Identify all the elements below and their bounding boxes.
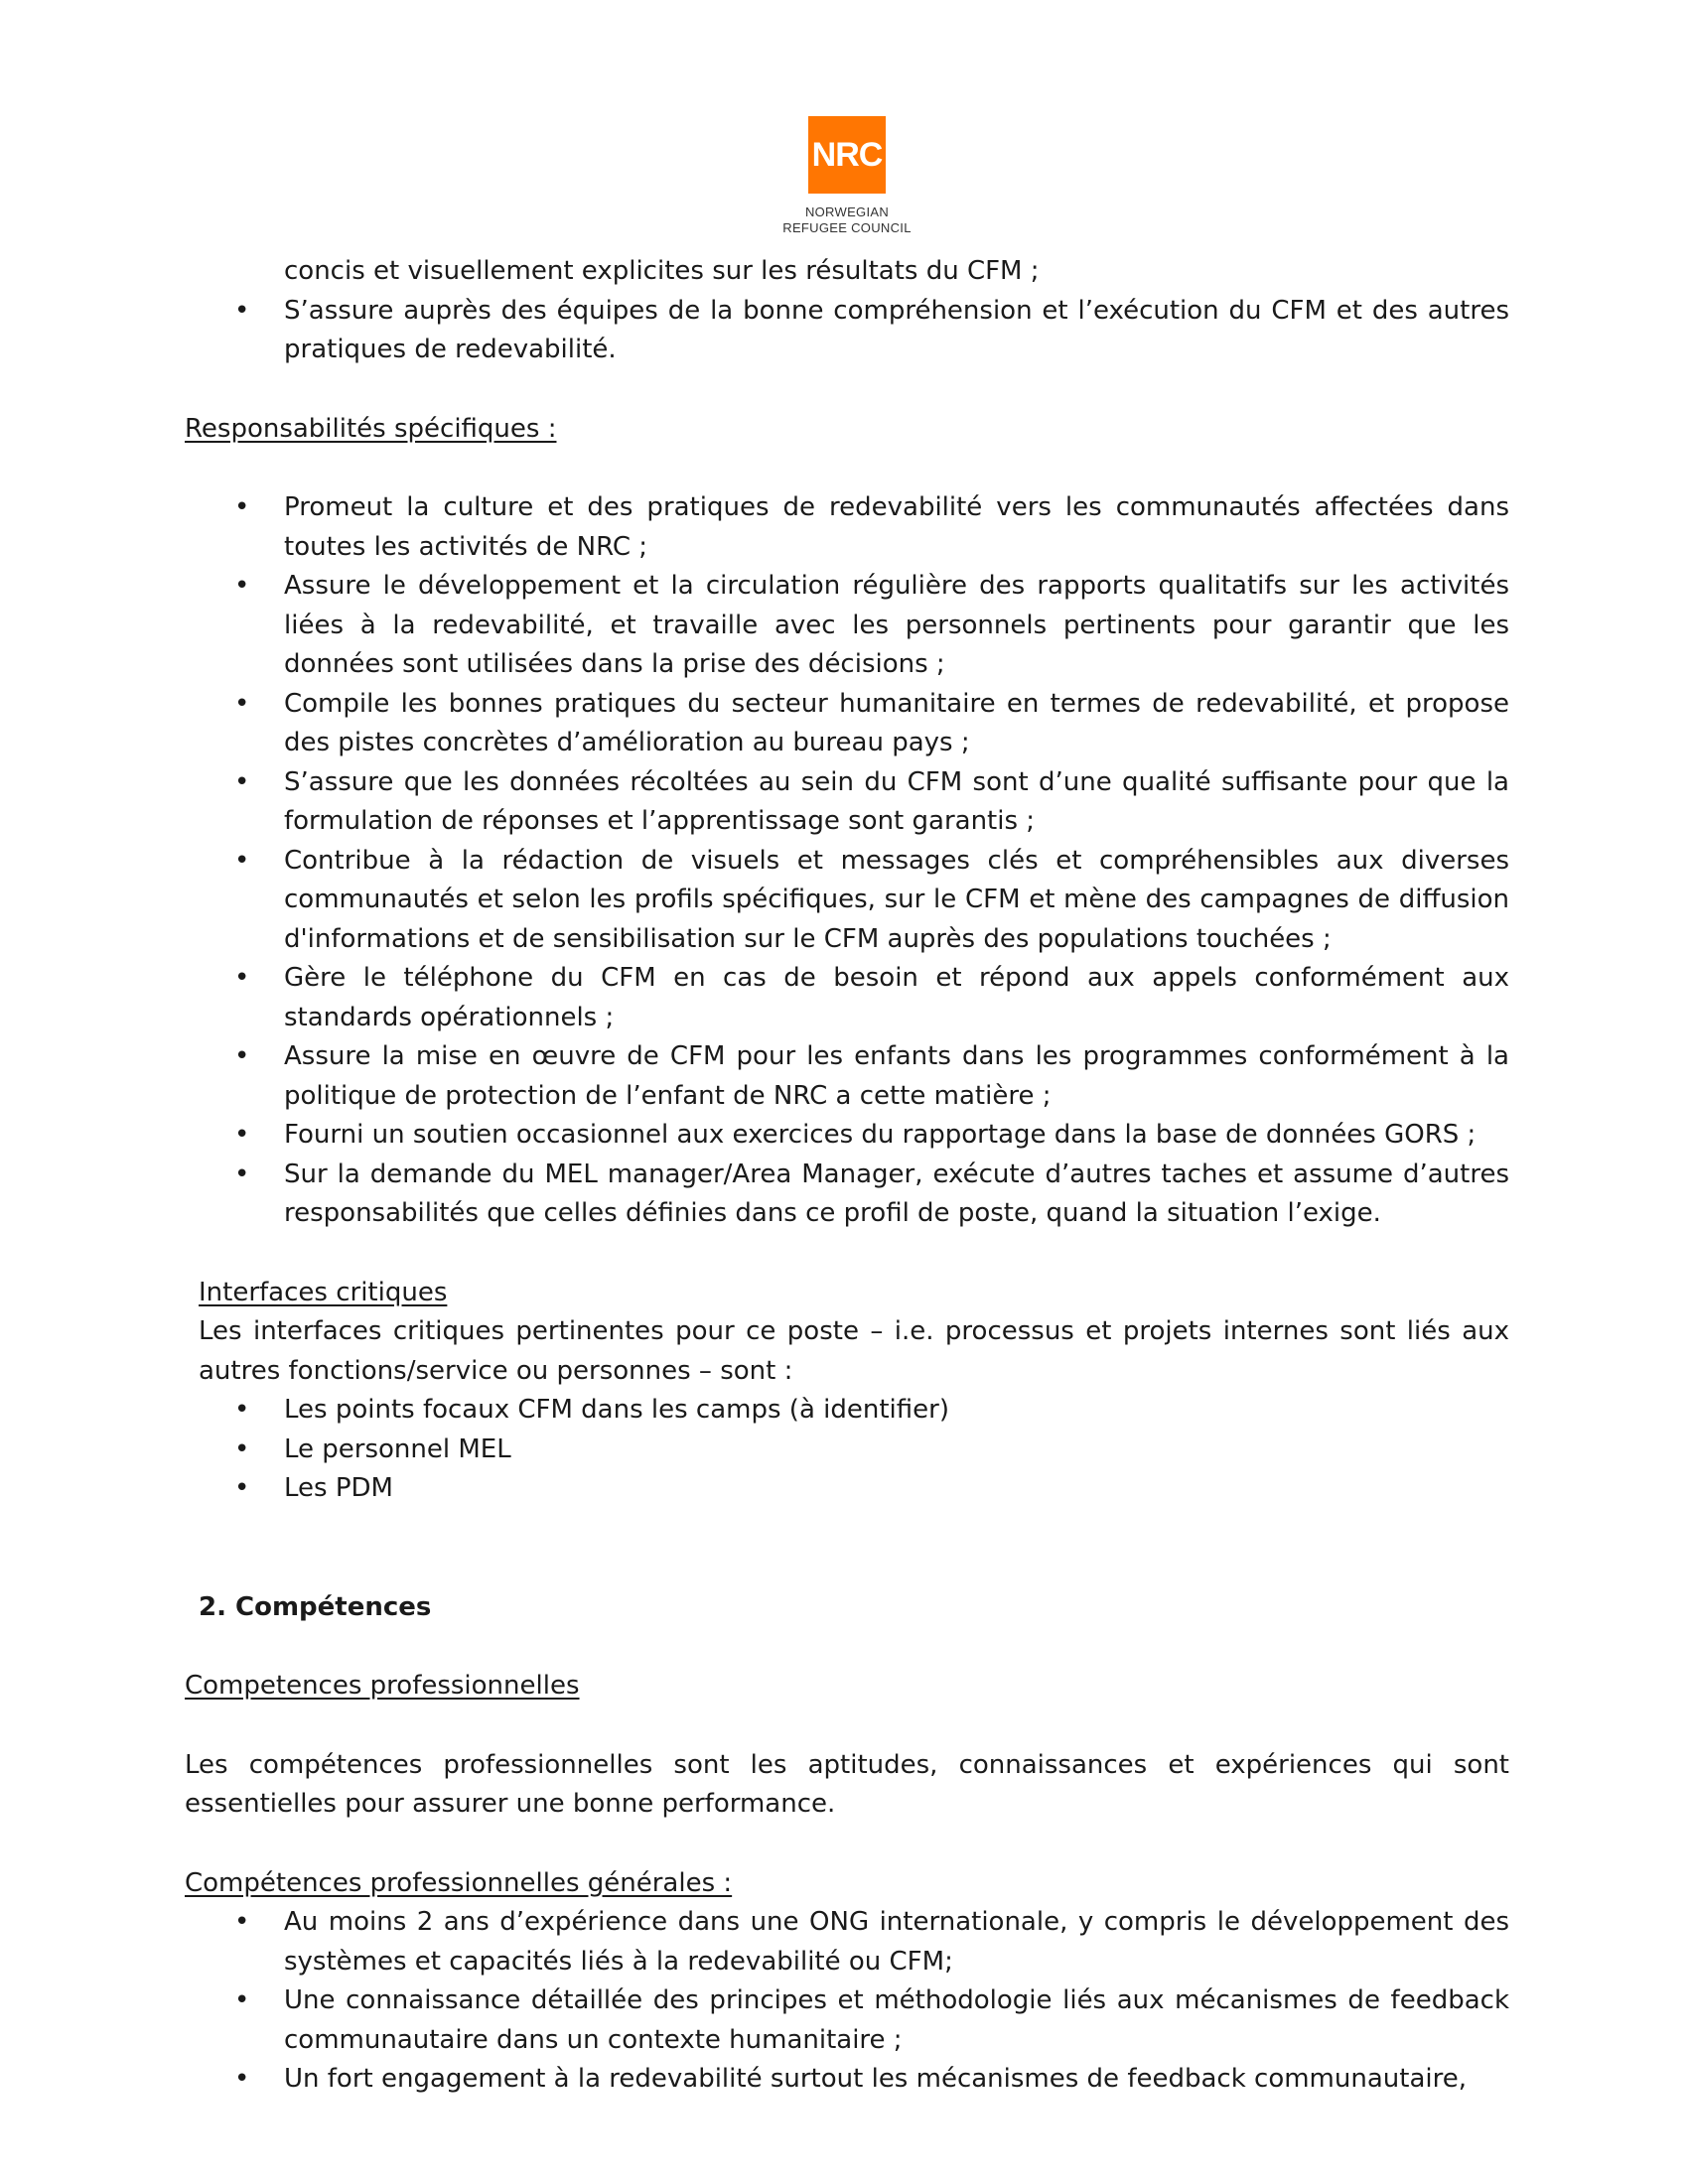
document-body [185, 252, 1509, 2100]
competences-professionnelles-heading: Competences professionnelles [185, 1671, 580, 1701]
interfaces-section [185, 1274, 1509, 1392]
list-item: • S’assure auprès des équipes de la bonne compréhension et l’exécution du CFM et des autres pratiques de redevabilité. [185, 292, 1509, 370]
nrc-logo [808, 116, 886, 194]
interfaces-heading: Interfaces critiques [199, 1277, 448, 1307]
list-item: • Les points focaux CFM dans les camps (à identifier) [185, 1391, 1509, 1431]
competences-generales-list [185, 1903, 1509, 2100]
list-item: • Contribue à la rédaction de visuels et messages clés et compréhensibles aux diverses communautés et selon les profils spécifiques, sur le CFM et mène des campagnes de diffusion d'informations et de sensibilisation sur le CFM auprès des populations touchées ; [185, 842, 1509, 960]
list-item: • Les PDM [185, 1469, 1509, 1509]
list-item: • Une connaissance détaillée des principes et méthodologie liés aux mécanismes de feedback communautaire dans un contexte humanitaire ; [185, 1981, 1509, 2060]
list-item: • Un fort engagement à la redevabilité surtout les mécanismes de feedback communautaire, [185, 2060, 1509, 2100]
list-item: • Fourni un soutien occasionnel aux exercices du rapportage dans la base de données GORS ; [185, 1116, 1509, 1156]
list-item: • S’assure que les données récoltées au sein du CFM sont d’une qualité suffisante pour que la formulation de réponses et l’apprentissage sont garantis ; [185, 763, 1509, 842]
list-item: • Assure le développement et la circulation régulière des rapports qualitatifs sur les activités liées à la redevabilité, et travaille avec les personnels pertinents pour garantir que les données sont utilisées dans la prise des décisions ; [185, 567, 1509, 685]
list-item: • Gère le téléphone du CFM en cas de besoin et répond aux appels conformément aux standards opérationnels ; [185, 959, 1509, 1037]
section-heading-competences: 2. Compétences [199, 1591, 432, 1622]
interfaces-text: Les interfaces critiques pertinentes pour ce poste – i.e. processus et projets internes sont liés aux autres fonctions/service ou personnes – sont : [199, 1316, 1509, 1386]
list-item: • Compile les bonnes pratiques du secteur humanitaire en termes de redevabilité, et propose des pistes concrètes d’amélioration au bureau pays ; [185, 685, 1509, 763]
list-item: • Au moins 2 ans d’expérience dans une ONG internationale, y compris le développement des systèmes et capacités liés à la redevabilité ou CFM; [185, 1903, 1509, 1981]
competences-text: Les compétences professionnelles sont les aptitudes, connaissances et expériences qui sont essentielles pour assurer une bonne performance. [185, 1749, 1509, 1819]
intro-continuation: concis et visuellement explicites sur les résultats du CFM ; [284, 256, 1040, 286]
list-item: • Le personnel MEL [185, 1431, 1509, 1470]
logo-caption-line2: REFUGEE COUNCIL [782, 220, 912, 235]
list-item: • Assure la mise en œuvre de CFM pour les enfants dans les programmes conformément à la politique de protection de l’enfant de NRC a cette matière ; [185, 1037, 1509, 1116]
logo-caption [748, 205, 946, 236]
list-item: • Promeut la culture et des pratiques de redevabilité vers les communautés affectées dans toutes les activités de NRC ; [185, 488, 1509, 567]
list-item: • Sur la demande du MEL manager/Area Manager, exécute d’autres taches et assume d’autres responsabilités que celles définies dans ce profil de poste, quand la situation l’exige. [185, 1156, 1509, 1234]
logo-caption-line1: NORWEGIAN [804, 205, 890, 219]
competences-generales-heading: Compétences professionnelles générales : [185, 1867, 733, 1898]
responsabilites-list [185, 488, 1509, 1234]
interfaces-list [185, 1391, 1509, 1509]
responsabilites-heading: Responsabilités spécifiques : [185, 413, 557, 444]
logo-text: NRC [811, 135, 883, 174]
intro-bullet-list [185, 292, 1509, 370]
